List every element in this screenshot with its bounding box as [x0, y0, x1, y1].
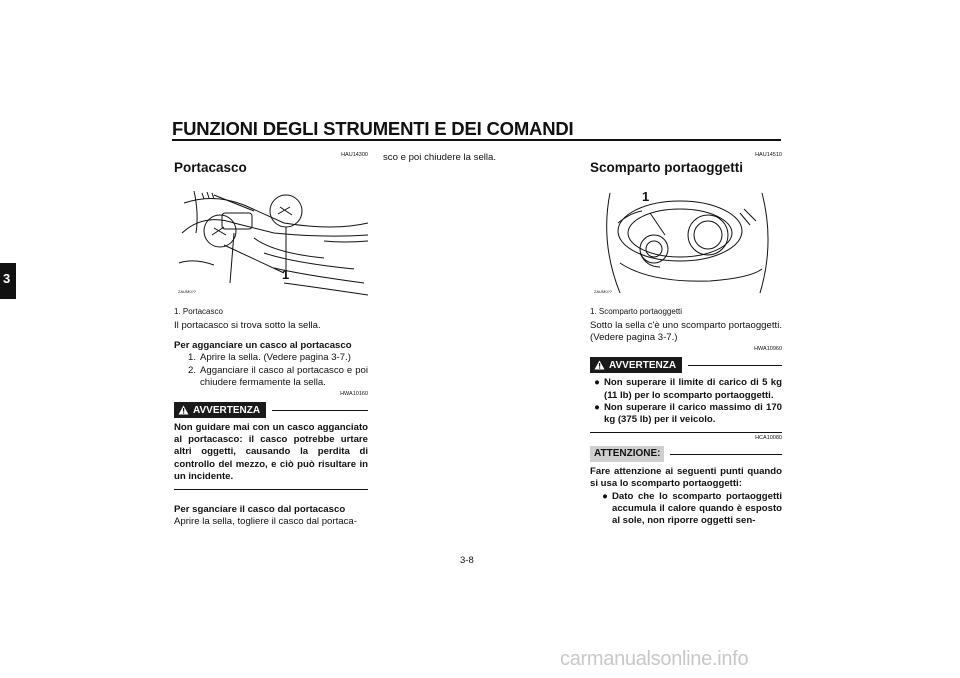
warning-bullet: ● Non superare il carico massimo di 170 kg (375 lb) per il veicolo.: [594, 401, 782, 426]
figure-caption: 1. Portacasco: [174, 307, 223, 316]
caution-header: [590, 446, 782, 462]
warning-code: HWA10960: [754, 346, 782, 353]
header-rule: [172, 139, 781, 141]
page-number: 3-8: [460, 555, 474, 566]
figure-callout: 1: [642, 189, 650, 204]
chapter-number: 3: [3, 271, 11, 286]
column-portacasco: [174, 150, 368, 528]
release-heading: Per sganciare il casco dal portacasco: [174, 504, 346, 516]
figure-caption: 1. Scomparto portaoggetti: [590, 307, 683, 316]
column-scomparto: [590, 150, 782, 527]
step-2: 2. Agganciare il casco al portacasco e poi chiudere fermamente la sella.: [187, 364, 368, 388]
hook-heading: Per agganciare un casco al portacasco: [174, 340, 352, 352]
figure-callout: 1: [282, 267, 290, 282]
step-1: 1. Aprire la sella. (Vedere pagina 3-7.): [187, 352, 351, 364]
intro-text: Sotto la sella c'è uno scomparto portaoggetti. (Vedere pagina 3-7.): [590, 320, 782, 344]
intro-text: Il portacasco si trova sotto la sella.: [174, 320, 321, 331]
warning-icon: [594, 360, 605, 370]
figure-code: ZAUM0??: [594, 289, 613, 294]
caution-badge: ATTENZIONE:: [590, 446, 664, 462]
release-text: Aprire la sella, togliere il casco dal portaca-: [174, 516, 357, 528]
warning-bullet: ● Non superare il limite di carico di 5 kg (11 lb) per lo scomparto portaoggetti.: [594, 377, 782, 401]
warning-badge: AVVERTENZA: [174, 402, 266, 418]
chapter-title: FUNZIONI DEGLI STRUMENTI E DEI COMANDI: [172, 118, 574, 139]
caution-bullet: ● Dato che lo scomparto portaoggetti accumula il calore quando è esposto al sole, non riporre oggetti sen-: [602, 490, 782, 527]
warning-end-rule: [590, 432, 782, 433]
watermark: carmanualsonline.info: [560, 648, 749, 670]
section-title-scomparto: Scomparto portaoggetti: [590, 160, 744, 175]
continuation-text: sco e poi chiudere la sella.: [383, 152, 497, 163]
section-code: HAU14300: [341, 152, 368, 158]
storage-compartment-illustration: [590, 183, 782, 303]
warning-badge: AVVERTENZA: [590, 357, 682, 373]
warning-icon: [178, 405, 189, 415]
column-continuation: [383, 150, 577, 164]
section-code: HAU14510: [755, 152, 782, 158]
helmet-holder-illustration: [174, 183, 368, 303]
caution-intro: Fare attenzione ai seguenti punti quando si usa lo scomparto portaoggetti:: [590, 466, 782, 490]
section-title-portacasco: Portacasco: [174, 160, 247, 175]
warning-text: Non guidare mai con un casco agganciato al portacasco: il casco potrebbe urtare altri oggetti, causando la perdita di controllo del mezzo, e ciò può risultare in un incidente.: [174, 422, 368, 482]
warning-header: [590, 357, 782, 373]
caution-code: HCA10080: [755, 435, 782, 442]
warning-code: HWA10160: [340, 391, 368, 398]
figure-code: ZAUM0??: [178, 289, 197, 294]
figure-helmet-holder: [174, 183, 368, 303]
figure-storage-compartment: [590, 183, 782, 303]
warning-header: [174, 402, 368, 418]
